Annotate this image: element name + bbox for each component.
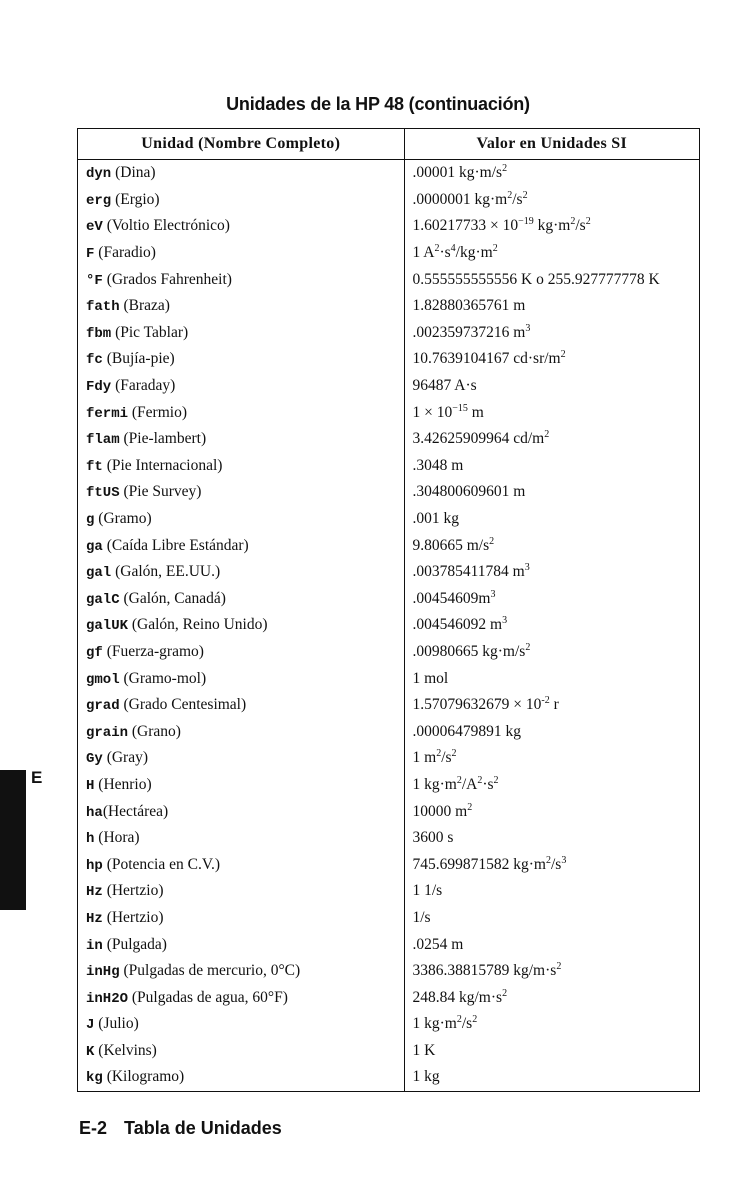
unit-symbol: fermi — [86, 405, 129, 422]
si-value-cell: .00980665 $kg\cdot m/s^2$ — [412, 641, 531, 660]
unit-cell — [78, 1011, 404, 1038]
unit-symbol: erg — [86, 192, 112, 209]
unit-full-name: (Fuerza-gramo) — [102, 642, 204, 660]
table-row — [78, 772, 699, 799]
unit-full-name: (Kilogramo) — [102, 1068, 185, 1086]
unit-cell — [78, 479, 404, 506]
unit-symbol: fc — [86, 352, 103, 369]
table-row — [78, 453, 699, 480]
si-value-cell: .002359737216 $m^3$ — [412, 322, 531, 341]
unit-full-name: (Ergio) — [111, 190, 160, 208]
unit-full-name: (Henrio) — [94, 775, 152, 793]
table-row — [78, 692, 699, 719]
table-row — [78, 745, 699, 772]
unit-symbol: hp — [86, 857, 103, 874]
si-value-cell: 1 mol — [412, 669, 449, 687]
unit-symbol: grad — [86, 698, 120, 715]
unit-symbol: Fdy — [86, 379, 112, 396]
table-row — [78, 266, 699, 293]
footer-page-number: E-2 — [79, 1118, 108, 1138]
si-value-cell: 3386.38815789 $kg/m\cdot s^2$ — [412, 961, 562, 980]
unit-full-name: (Faraday) — [111, 377, 176, 395]
unit-cell — [78, 718, 404, 745]
si-value-cell: .304800609601 m — [412, 483, 526, 501]
unit-cell — [78, 905, 404, 932]
unit-full-name: (Pulgadas de mercurio, 0°C) — [119, 962, 301, 980]
units-table — [77, 128, 700, 1092]
page-footer — [79, 1118, 282, 1139]
unit-cell — [78, 692, 404, 719]
unit-full-name: (Dina) — [111, 164, 156, 182]
si-value-cell: 1 $kg\cdot m^2/s^2$ — [412, 1014, 478, 1033]
table-row — [78, 1038, 699, 1065]
table-row — [78, 665, 699, 692]
unit-symbol: F — [86, 246, 95, 263]
si-value-cell: .004546092 $m^3$ — [412, 615, 508, 634]
unit-cell — [78, 453, 404, 480]
unit-full-name: (Pulgada) — [102, 935, 167, 953]
si-value-cell: 10.7639104167 $cd\cdot sr/m^2$ — [412, 349, 566, 368]
unit-full-name: (Gramo-mol) — [119, 669, 207, 687]
unit-symbol: fath — [86, 299, 120, 316]
unit-full-name: (Caída Libre Estándar) — [102, 536, 249, 554]
si-value-cell: 248.84 $kg/m\cdot s^2$ — [412, 987, 508, 1006]
si-value-cell: $1 \times 10^{-15}$ m — [412, 402, 484, 421]
unit-cell — [78, 187, 404, 214]
table-row — [78, 718, 699, 745]
si-value-cell: 1.82880365761 m — [412, 297, 526, 315]
table-row — [78, 798, 699, 825]
unit-symbol: h — [86, 831, 95, 848]
unit-cell — [78, 160, 404, 187]
table-row — [78, 346, 699, 373]
si-value-cell: 9.80665 $m/s^2$ — [412, 535, 495, 554]
unit-symbol: gf — [86, 644, 103, 661]
header-si-value: Valor en Unidades SI — [404, 129, 699, 160]
si-value-cell: 1/s — [412, 908, 431, 926]
unit-symbol: gal — [86, 565, 112, 582]
unit-symbol: Gy — [86, 751, 103, 768]
si-value-cell: .00006479891 kg — [412, 722, 521, 740]
table-row — [78, 213, 699, 240]
unit-symbol: J — [86, 1017, 95, 1034]
table-row — [78, 559, 699, 586]
si-value-cell: 1 K — [412, 1041, 436, 1059]
unit-cell — [78, 798, 404, 825]
table-row — [78, 479, 699, 506]
unit-full-name: (Grados Fahrenheit) — [102, 270, 232, 288]
si-value-cell: 1 $kg\cdot m^2/A^2\cdot s^2$ — [412, 774, 499, 793]
unit-cell — [78, 320, 404, 347]
unit-symbol: grain — [86, 724, 129, 741]
table-row — [78, 532, 699, 559]
si-value-cell: 3.42625909964 $cd/m^2$ — [412, 429, 550, 448]
unit-cell — [78, 240, 404, 267]
unit-symbol: ft — [86, 458, 103, 475]
section-tab-letter: E — [31, 768, 43, 787]
table-row — [78, 1011, 699, 1038]
unit-symbol: galC — [86, 591, 120, 608]
unit-full-name: (Fermio) — [128, 403, 187, 421]
unit-cell — [78, 772, 404, 799]
unit-cell — [78, 984, 404, 1011]
table-row — [78, 187, 699, 214]
unit-cell — [78, 266, 404, 293]
unit-symbol: H — [86, 777, 95, 794]
si-value-cell: .00001 $kg\cdot m/s^2$ — [412, 163, 508, 182]
unit-symbol: inHg — [86, 964, 120, 981]
unit-full-name: (Pie Survey) — [119, 483, 202, 501]
si-value-cell: 1 $A^2\cdot s^4/kg\cdot m^2$ — [412, 243, 498, 262]
page-title: Unidades de la HP 48 (continuación) — [226, 94, 530, 114]
unit-cell — [78, 931, 404, 958]
unit-symbol: K — [86, 1043, 95, 1060]
table-row — [78, 1064, 699, 1091]
unit-cell — [78, 1064, 404, 1091]
table-row — [78, 612, 699, 639]
unit-symbol: eV — [86, 219, 103, 236]
unit-full-name: (Hertzio) — [102, 908, 164, 926]
table-row — [78, 905, 699, 932]
si-value-cell: 3600 s — [412, 829, 454, 847]
si-value-cell: 96487 A·s — [412, 377, 477, 395]
unit-cell — [78, 559, 404, 586]
unit-full-name: (Hertzio) — [102, 882, 164, 900]
table-row — [78, 984, 699, 1011]
si-value-cell: $.00454609m^3$ — [412, 588, 496, 607]
unit-full-name: (Braza) — [119, 297, 170, 315]
table-row — [78, 825, 699, 852]
table-body — [78, 160, 699, 1091]
unit-full-name: (Pic Tablar) — [111, 323, 189, 341]
table-row — [78, 426, 699, 453]
unit-cell — [78, 586, 404, 613]
unit-full-name: (Faradio) — [94, 244, 156, 262]
table-row — [78, 958, 699, 985]
unit-cell — [78, 745, 404, 772]
unit-cell — [78, 213, 404, 240]
unit-cell — [78, 532, 404, 559]
unit-symbol: ga — [86, 538, 103, 555]
unit-cell — [78, 293, 404, 320]
footer-section-title: Tabla de Unidades — [124, 1118, 282, 1138]
unit-full-name: (Julio) — [94, 1015, 139, 1033]
unit-cell — [78, 878, 404, 905]
si-value-cell: 745.699871582 $kg\cdot m^2/s^3$ — [412, 854, 567, 873]
unit-symbol: galUK — [86, 618, 129, 635]
unit-full-name: (Galón, Reino Unido) — [128, 616, 268, 634]
unit-cell — [78, 399, 404, 426]
unit-symbol: Hz — [86, 884, 103, 901]
unit-cell — [78, 506, 404, 533]
si-value-cell: $1.57079632679 \times 10^{-2}$ r — [412, 695, 559, 714]
unit-cell — [78, 612, 404, 639]
unit-symbol: ftUS — [86, 485, 120, 502]
table-row — [78, 293, 699, 320]
table-row — [78, 320, 699, 347]
si-value-cell: .0000001 $kg\cdot m^2/s^2$ — [412, 189, 528, 208]
unit-full-name: (Pie Internacional) — [102, 456, 223, 474]
unit-symbol: ha — [86, 804, 103, 821]
table-row — [78, 931, 699, 958]
table-row — [78, 373, 699, 400]
si-value-cell: 0.555555555556 K o 255.927777778 K — [412, 270, 660, 288]
unit-cell — [78, 346, 404, 373]
unit-full-name: (Pulgadas de agua, 60°F) — [128, 988, 288, 1006]
unit-symbol: fbm — [86, 325, 112, 342]
header-unit: Unidad (Nombre Completo) — [78, 129, 404, 160]
table-row — [78, 399, 699, 426]
unit-cell — [78, 825, 404, 852]
unit-symbol: gmol — [86, 671, 120, 688]
unit-full-name: (Kelvins) — [94, 1041, 157, 1059]
unit-cell — [78, 639, 404, 666]
unit-cell — [78, 665, 404, 692]
table-row — [78, 878, 699, 905]
unit-full-name: (Galón, Canadá) — [119, 589, 226, 607]
table-row — [78, 851, 699, 878]
unit-symbol: kg — [86, 1070, 103, 1087]
table-row — [78, 240, 699, 267]
unit-full-name: (Hectárea) — [102, 802, 169, 820]
unit-symbol: flam — [86, 432, 120, 449]
unit-full-name: (Gray) — [102, 749, 148, 767]
si-value-cell: 1 $m^2/s^2$ — [412, 748, 457, 767]
unit-full-name: (Voltio Electrónico) — [102, 217, 230, 235]
table-row — [78, 586, 699, 613]
unit-full-name: (Hora) — [94, 829, 140, 847]
si-value-cell: $1.60217733 \times 10^{-19}$ $kg\cdot m^2/s^2$ — [412, 216, 591, 235]
unit-full-name: (Galón, EE.UU.) — [111, 563, 221, 581]
unit-symbol: dyn — [86, 166, 112, 183]
section-tab-bar — [0, 770, 26, 910]
unit-cell — [78, 958, 404, 985]
unit-cell — [78, 1038, 404, 1065]
si-value-cell: 1 kg — [412, 1068, 440, 1086]
unit-full-name: (Bujía-pie) — [102, 350, 175, 368]
unit-cell — [78, 851, 404, 878]
si-value-cell: 10000 $m^2$ — [412, 801, 473, 820]
si-value-cell: .3048 m — [412, 456, 464, 474]
si-value-cell: .003785411784 $m^3$ — [412, 562, 530, 581]
si-value-cell: .001 kg — [412, 510, 459, 528]
unit-symbol: in — [86, 937, 103, 954]
unit-full-name: (Grano) — [128, 722, 181, 740]
unit-cell — [78, 373, 404, 400]
table-header-row — [78, 129, 699, 160]
unit-full-name: (Grado Centesimal) — [119, 696, 247, 714]
table-row — [78, 160, 699, 187]
si-value-cell: .0254 m — [412, 935, 464, 953]
unit-symbol: g — [86, 512, 95, 529]
unit-symbol: Hz — [86, 910, 103, 927]
unit-cell — [78, 426, 404, 453]
unit-full-name: (Potencia en C.V.) — [102, 855, 221, 873]
table-row — [78, 506, 699, 533]
unit-symbol: inH2O — [86, 990, 129, 1007]
unit-full-name: (Pie-lambert) — [119, 430, 207, 448]
si-value-cell: 1 1/s — [412, 882, 443, 900]
table-row — [78, 639, 699, 666]
unit-symbol: °F — [86, 272, 103, 289]
unit-full-name: (Gramo) — [94, 510, 152, 528]
